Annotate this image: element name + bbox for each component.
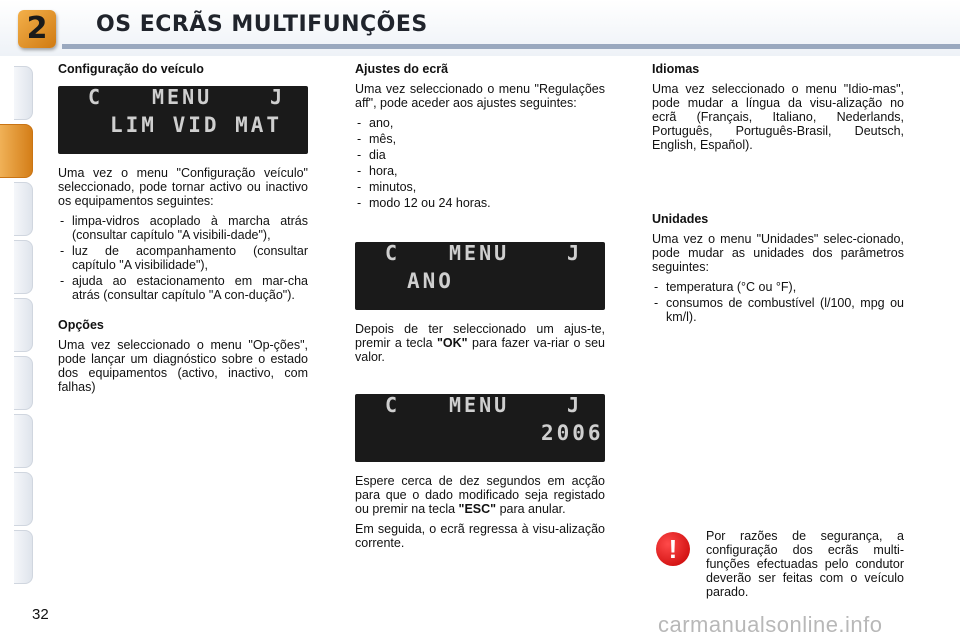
lcd-value: LIM VID MAT [110,113,283,137]
lcd-right-bracket: J [567,242,583,265]
paragraph: Uma vez seleccionado o menu "Op-ções", pode lançar um diagnóstico sobre o estado dos equipamentos (activo, inactivo, com falhas) [58,338,308,394]
paragraph: Em seguida, o ecrã regressa à visu-alização corrente. [355,522,605,550]
chapter-tab-1[interactable] [14,66,33,120]
chapter-tabs [0,60,34,580]
chapter-tab-8[interactable] [14,472,33,526]
column-vehicle-config [58,62,308,400]
chapter-tab-5[interactable] [14,298,33,352]
section-title-languages: Idiomas [652,62,700,76]
paragraph: Uma vez o menu "Configuração veículo" seleccionado, pode tornar activo ou inactivo os equipamentos seguintes: [58,166,308,208]
safety-warning-text: Por razões de segurança, a configuração dos ecrãs multi-funções efectuadas pelo condutor deverão ser feitas com o veículo parado. [706,529,904,599]
chapter-tab-6[interactable] [14,356,33,410]
paragraph-esc-key [355,474,605,516]
lcd-display-year-menu [355,242,605,310]
lcd-menu-label: MENU [449,242,510,265]
lcd-menu-label: MENU [449,394,510,417]
esc-key-label: "ESC" [458,502,497,516]
chapter-tab-7[interactable] [14,414,33,468]
list-item: - dia [355,148,605,162]
paragraph: Uma vez seleccionado o menu "Regulações aff", pode aceder aos ajustes seguintes: [355,82,605,110]
lcd-display-vehicle-menu [58,86,308,154]
paragraph: Uma vez o menu "Unidades" selec-cionado, pode mudar as unidades dos parâmetros seguintes: [652,232,904,274]
list-item: - hora, [355,164,605,178]
list-item: - luz de acompanhamento (consultar capítulo "A visibilidade"), [58,244,308,272]
column-display-settings [355,62,605,556]
text-fragment: para fazer va-riar o seu valor. [355,336,605,364]
list-item: - limpa-vidros acoplado à marcha atrás (consultar capítulo "A visibili-dade"), [58,214,308,242]
text-fragment: Depois de ter seleccionado um ajus-te, premir a tecla [355,322,605,350]
units-list [652,280,904,324]
ok-key-label: "OK" [437,336,468,350]
chapter-badge [18,10,56,48]
watermark: carmanualsonline.info [658,612,883,637]
lcd-left-bracket: C [385,242,401,265]
lcd-value: 2006 [541,421,604,445]
equipment-list [58,214,308,302]
chapter-number: 2 [26,11,48,46]
settings-list [355,116,605,210]
lcd-right-bracket: J [567,394,583,417]
paragraph-ok-key [355,322,605,364]
section-title-display-settings: Ajustes do ecrã [355,62,449,76]
chapter-tab-4[interactable] [14,240,33,294]
lcd-right-bracket: J [270,86,286,109]
lcd-display-year-value [355,394,605,462]
paragraph: Uma vez seleccionado o menu "Idio-mas", pode mudar a língua da visu-alização no ecrã (Français, Italiano, Nederlands, Português, Português-Brasil, Deutsch, English, Español). [652,82,904,152]
list-item: - ano, [355,116,605,130]
chapter-tab-3[interactable] [14,182,33,236]
chapter-tab-2-active[interactable] [0,124,33,178]
lcd-left-bracket: C [88,86,104,109]
list-item: - consumos de combustível (l/100, mpg ou km/l). [652,296,904,324]
list-item: - temperatura (°C ou °F), [652,280,904,294]
list-item: - mês, [355,132,605,146]
column-languages-units [652,62,904,332]
text-fragment: Espere cerca de dez segundos em acção para que o dado modificado seja registado ou premir na tecla [355,474,605,516]
lcd-menu-label: MENU [152,86,213,109]
list-item: - modo 12 ou 24 horas. [355,196,605,210]
header-divider [62,44,960,49]
list-item: - minutos, [355,180,605,194]
chapter-tab-9[interactable] [14,530,33,584]
page-number: 32 [32,606,49,623]
lcd-value: ANO [407,269,454,293]
section-title-options: Opções [58,318,104,332]
list-item: - ajuda ao estacionamento em mar-cha atrás (consultar capítulo "A con-dução"). [58,274,308,302]
section-title-units: Unidades [652,212,709,226]
exclamation-icon [656,532,690,566]
text-fragment: para anular. [496,502,566,516]
section-title-vehicle-config: Configuração do veículo [58,62,204,76]
page-header [0,0,960,56]
exclamation-glyph: ! [668,534,678,564]
page-title: OS ECRÃS MULTIFUNÇÕES [96,12,428,37]
lcd-left-bracket: C [385,394,401,417]
